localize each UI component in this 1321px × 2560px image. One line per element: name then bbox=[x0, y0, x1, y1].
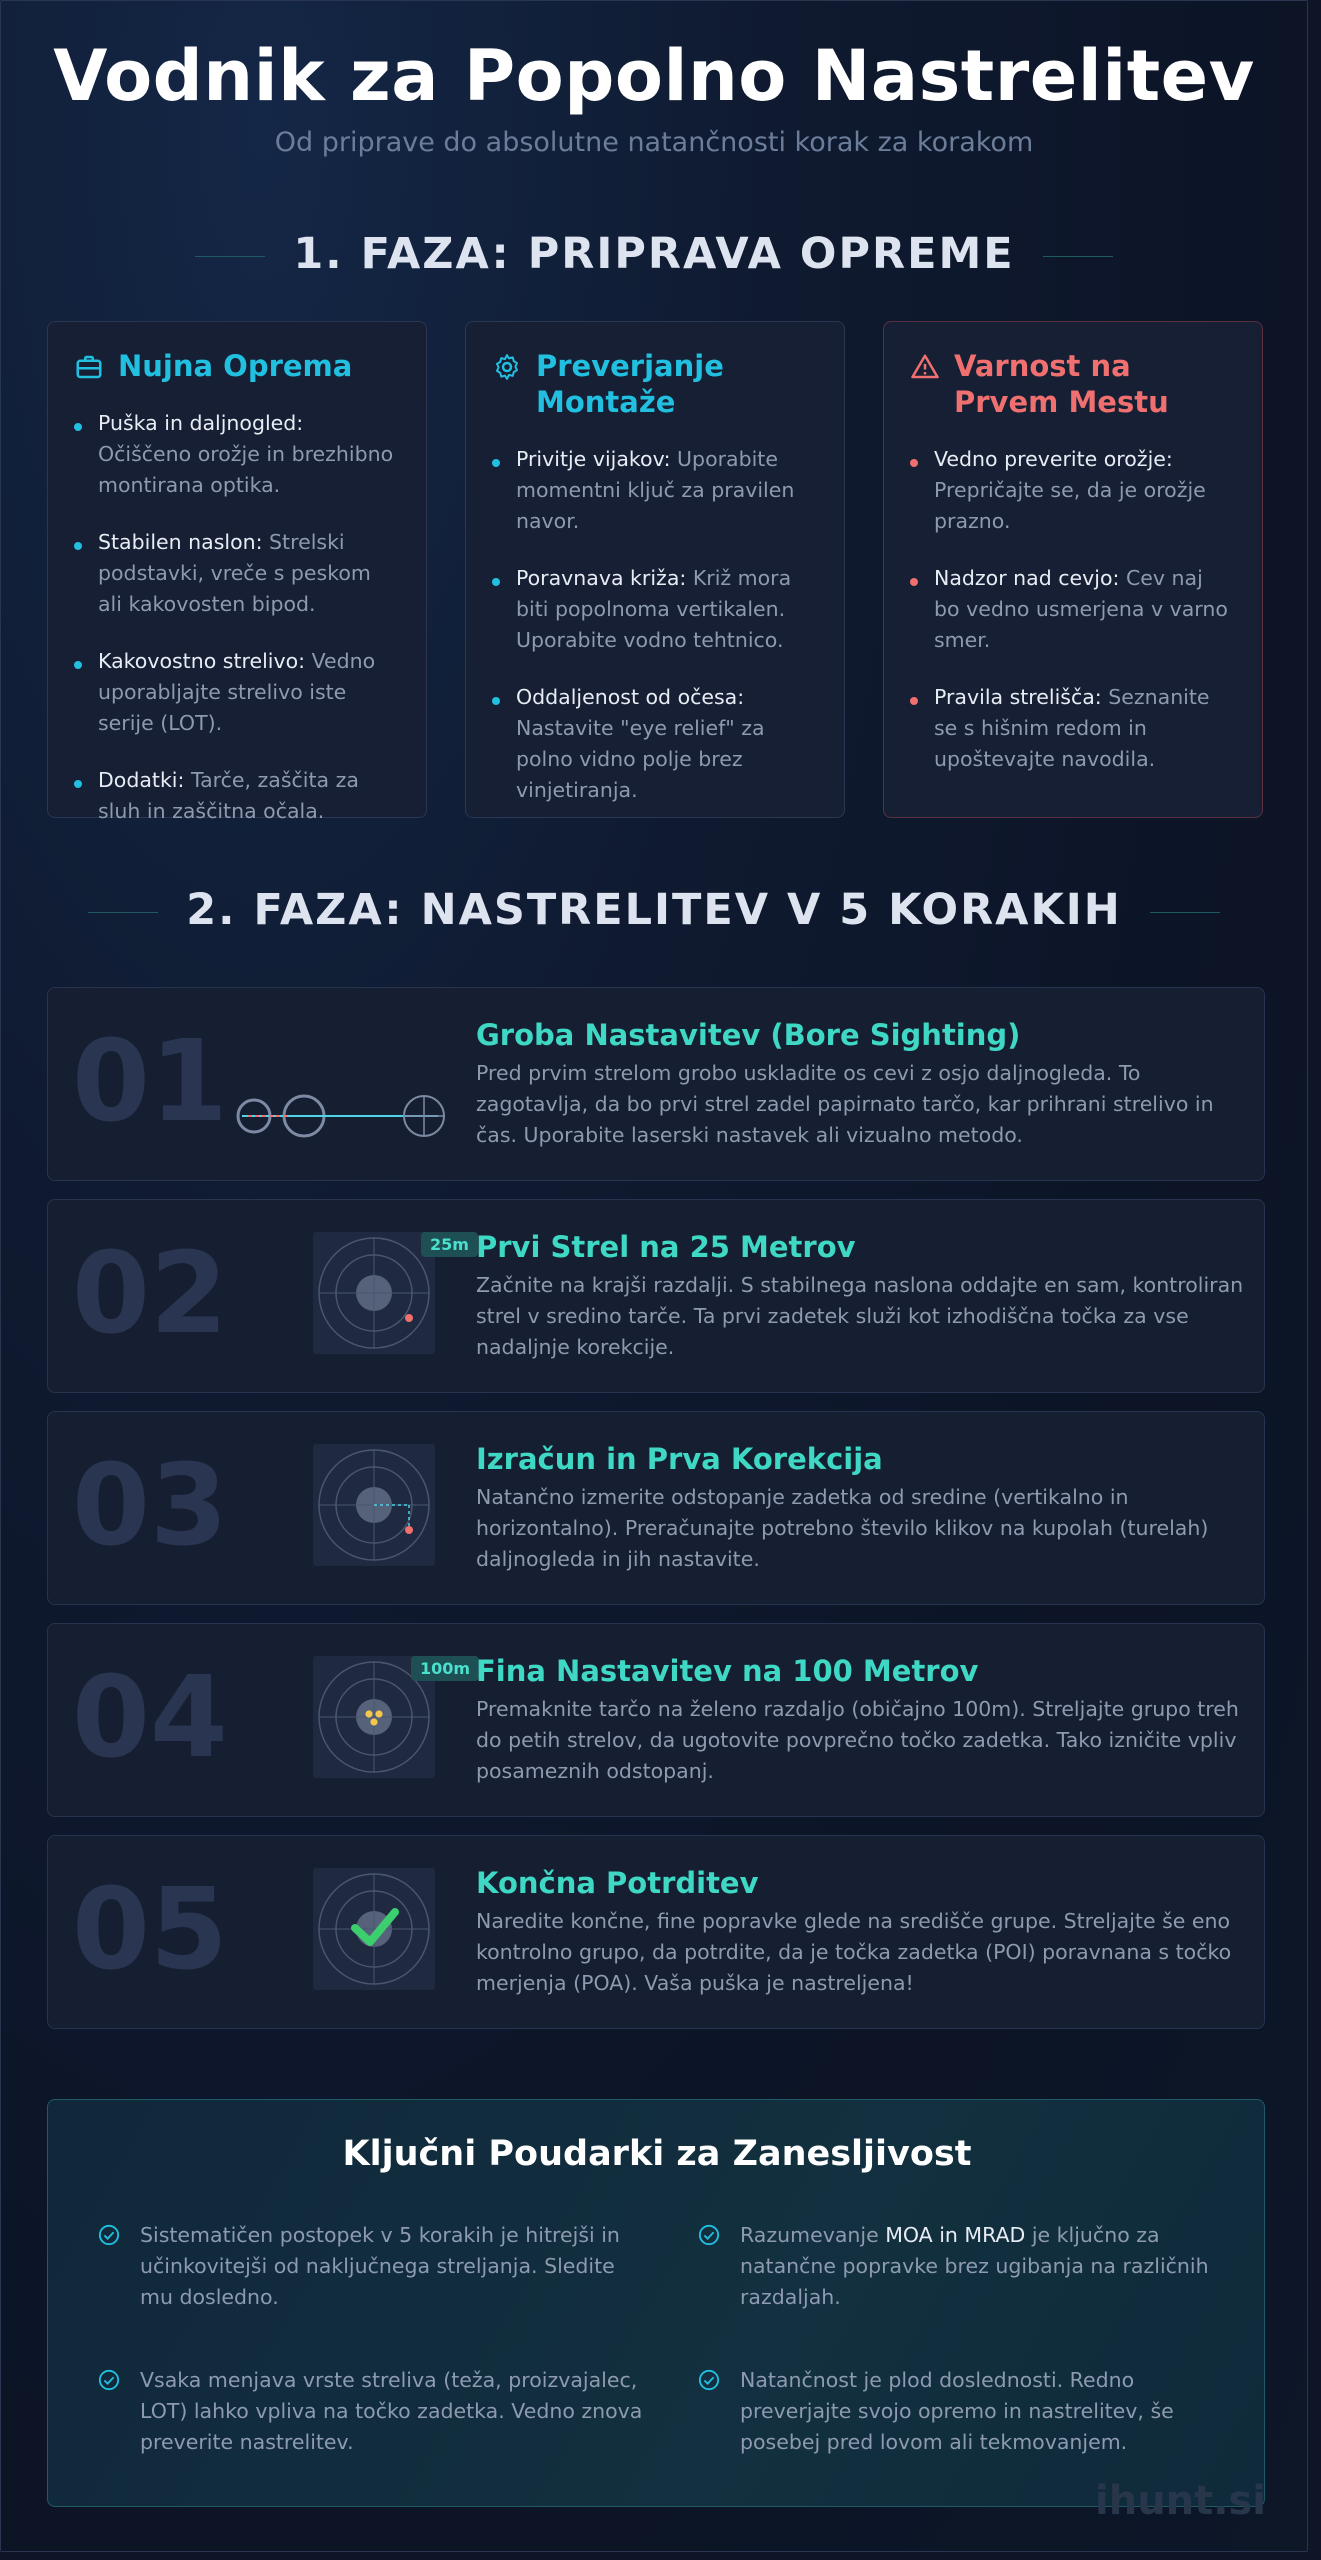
card-title: Preverjanje Montaže bbox=[536, 349, 724, 419]
step-description: Premaknite tarčo na želeno razdaljo (običajno 100m). Streljajte grupo treh do petih strelov, da ugotovite povprečno točko zadetka. Tako izničite vpliv posameznih odstopanj. bbox=[476, 1697, 1239, 1783]
step-card bbox=[47, 1835, 1265, 2029]
card-title: Nujna Oprema bbox=[118, 349, 353, 383]
card-list bbox=[74, 408, 398, 827]
key-point bbox=[140, 2220, 650, 2313]
item-label: Kakovostno strelivo: bbox=[98, 649, 306, 673]
item-text: Nastavite "eye relief" za polno vidno polje brez vinjetiranja. bbox=[516, 716, 765, 802]
key-point-text: je ključno za natančne popravke brez ugibanja na različnih razdaljah. bbox=[740, 2223, 1209, 2309]
item-text: Strelski podstavki, vreče s peskom ali kakovosten bipod. bbox=[98, 530, 371, 616]
phase1-title: 1. FAZA: PRIPRAVA OPREME bbox=[293, 229, 1015, 279]
list-item bbox=[492, 563, 816, 656]
list-item bbox=[74, 527, 398, 620]
item-label: Pravila strelišča: bbox=[934, 685, 1102, 709]
item-text: Cev naj bo vedno usmerjena v varno smer. bbox=[934, 566, 1228, 652]
step-description: Naredite končne, fine popravke glede na središče grupe. Streljajte še eno kontrolno grupo, da potrdite, da je točka zadetka (POI) poravnana s točko merjenja (POA). Vaša puška je nastreljena! bbox=[476, 1909, 1232, 1995]
list-item bbox=[74, 646, 398, 739]
target-icon bbox=[313, 1868, 435, 1990]
toolbox-icon bbox=[74, 352, 104, 382]
key-title: Ključni Poudarki za Zanesljivost bbox=[342, 2134, 972, 2174]
step-description: Natančno izmerite odstopanje zadetka od sredine (vertikalno in horizontalno). Preračunajte potrebno število klikov na kupolah (turelah) daljnogleda in jih nastavite. bbox=[476, 1485, 1209, 1571]
warning-icon bbox=[910, 352, 940, 382]
key-point-text: Sistematičen postopek v 5 korakih je hitrejši in učinkovitejši od naključnega streljanja. Sledite mu dosledno. bbox=[140, 2223, 620, 2309]
item-text: Prepričajte se, da je orožje prazno. bbox=[934, 478, 1206, 533]
list-item bbox=[910, 563, 1234, 656]
item-label: Privitje vijakov: bbox=[516, 447, 671, 471]
key-point-text: Razumevanje bbox=[740, 2223, 886, 2247]
list-item bbox=[910, 444, 1234, 537]
distance-badge: 100m bbox=[411, 1656, 479, 1681]
correction-illustration bbox=[273, 1444, 453, 1572]
item-text: Križ mora biti popolnoma vertikalen. Uporabite vodno tehtnico. bbox=[516, 566, 792, 652]
distance-badge: 25m bbox=[421, 1232, 478, 1257]
step-title: Groba Nastavitev (Bore Sighting) bbox=[476, 1018, 1021, 1052]
list-item bbox=[492, 444, 816, 537]
key-point-text: Natančnost je plod doslednosti. Redno preverjajte svojo opremo in nastrelitev, še posebej pred lovom ali tekmovanjem. bbox=[740, 2368, 1174, 2454]
step-number: 05 bbox=[72, 1865, 228, 1995]
divider-line bbox=[88, 912, 158, 913]
item-label: Oddaljenost od očesa: bbox=[516, 685, 745, 709]
step-title: Fina Nastavitev na 100 Metrov bbox=[476, 1654, 979, 1688]
list-item bbox=[74, 765, 398, 827]
watermark: ihunt.si bbox=[1095, 2478, 1266, 2524]
card-list bbox=[910, 444, 1234, 775]
key-takeaways-panel bbox=[47, 2099, 1265, 2507]
divider-line bbox=[1043, 256, 1113, 257]
divider-line bbox=[1150, 912, 1220, 913]
step-title: Prvi Strel na 25 Metrov bbox=[476, 1230, 856, 1264]
list-item bbox=[910, 682, 1234, 775]
item-text: Vedno uporabljajte strelivo iste serije (LOT). bbox=[98, 649, 376, 735]
item-label: Poravnava križa: bbox=[516, 566, 687, 590]
step-card bbox=[47, 1623, 1265, 1817]
step-number: 04 bbox=[72, 1653, 228, 1783]
item-text: Seznanite se s hišnim redom in upoštevajte navodila. bbox=[934, 685, 1210, 771]
step-number: 02 bbox=[72, 1229, 228, 1359]
step-description: Pred prvim strelom grobo uskladite os cevi z osjo daljnogleda. To zagotavlja, da bo prvi strel zadel papirnato tarčo, kar prihrani strelivo in čas. Uporabite laserski nastavek ali vizualno metodo. bbox=[476, 1061, 1214, 1147]
divider-line bbox=[195, 256, 265, 257]
item-label: Puška in daljnogled: bbox=[98, 411, 304, 435]
target-icon bbox=[313, 1232, 435, 1354]
bore-sighting-illustration bbox=[228, 1020, 468, 1148]
page-subtitle: Od priprave do absolutne natančnosti korak za korakom bbox=[274, 127, 1034, 158]
key-point-text: Vsaka menjava vrste streliva (teža, proizvajalec, LOT) lahko vpliva na točko zadetka. Vedno znova preverite nastrelitev. bbox=[140, 2368, 643, 2454]
card-safety-first bbox=[883, 321, 1263, 818]
phase2-title: 2. FAZA: NASTRELITEV V 5 KORAKIH bbox=[186, 885, 1122, 935]
step-description: Začnite na krajši razdalji. S stabilnega naslona oddajte en sam, kontroliran strel v sredino tarče. Ta prvi zadetek služi kot izhodiščna točka za vse nadaljnje korekcije. bbox=[476, 1273, 1244, 1359]
card-list bbox=[492, 444, 816, 806]
step-number: 01 bbox=[72, 1017, 228, 1147]
item-label: Vedno preverite orožje: bbox=[934, 447, 1173, 471]
check-circle-icon bbox=[698, 2224, 720, 2246]
page-title: Vodnik za Popolno Nastrelitev bbox=[53, 35, 1255, 117]
step-title: Izračun in Prva Korekcija bbox=[476, 1442, 883, 1476]
key-point-highlight: MOA in MRAD bbox=[885, 2223, 1026, 2247]
item-text: Tarče, zaščita za sluh in zaščitna očala. bbox=[98, 768, 359, 823]
target-icon bbox=[313, 1444, 435, 1566]
step-number: 03 bbox=[72, 1441, 228, 1571]
check-circle-icon bbox=[98, 2224, 120, 2246]
card-title: Varnost na Prvem Mestu bbox=[954, 349, 1169, 419]
gear-icon bbox=[492, 352, 522, 382]
card-essential-gear bbox=[47, 321, 427, 823]
phase1-heading bbox=[1, 229, 1307, 279]
target-100m-illustration bbox=[273, 1656, 471, 1784]
item-label: Dodatki: bbox=[98, 768, 185, 792]
item-text: Očiščeno orožje in brezhibno montirana optika. bbox=[98, 442, 394, 497]
phase2-heading bbox=[1, 885, 1307, 935]
list-item bbox=[492, 682, 816, 806]
target-25m-illustration bbox=[273, 1232, 469, 1360]
card-mount-check bbox=[465, 321, 845, 818]
step-card bbox=[47, 1199, 1265, 1393]
key-point bbox=[140, 2365, 650, 2458]
item-text: Uporabite momentni ključ za pravilen navor. bbox=[516, 447, 795, 533]
list-item bbox=[74, 408, 398, 501]
key-point bbox=[740, 2365, 1250, 2458]
confirmation-illustration bbox=[273, 1868, 453, 1996]
step-card bbox=[47, 1411, 1265, 1605]
check-circle-icon bbox=[98, 2369, 120, 2391]
check-circle-icon bbox=[698, 2369, 720, 2391]
step-title: Končna Potrditev bbox=[476, 1866, 759, 1900]
item-label: Stabilen naslon: bbox=[98, 530, 263, 554]
key-point bbox=[740, 2220, 1250, 2313]
item-label: Nadzor nad cevjo: bbox=[934, 566, 1120, 590]
step-card bbox=[47, 987, 1265, 1181]
